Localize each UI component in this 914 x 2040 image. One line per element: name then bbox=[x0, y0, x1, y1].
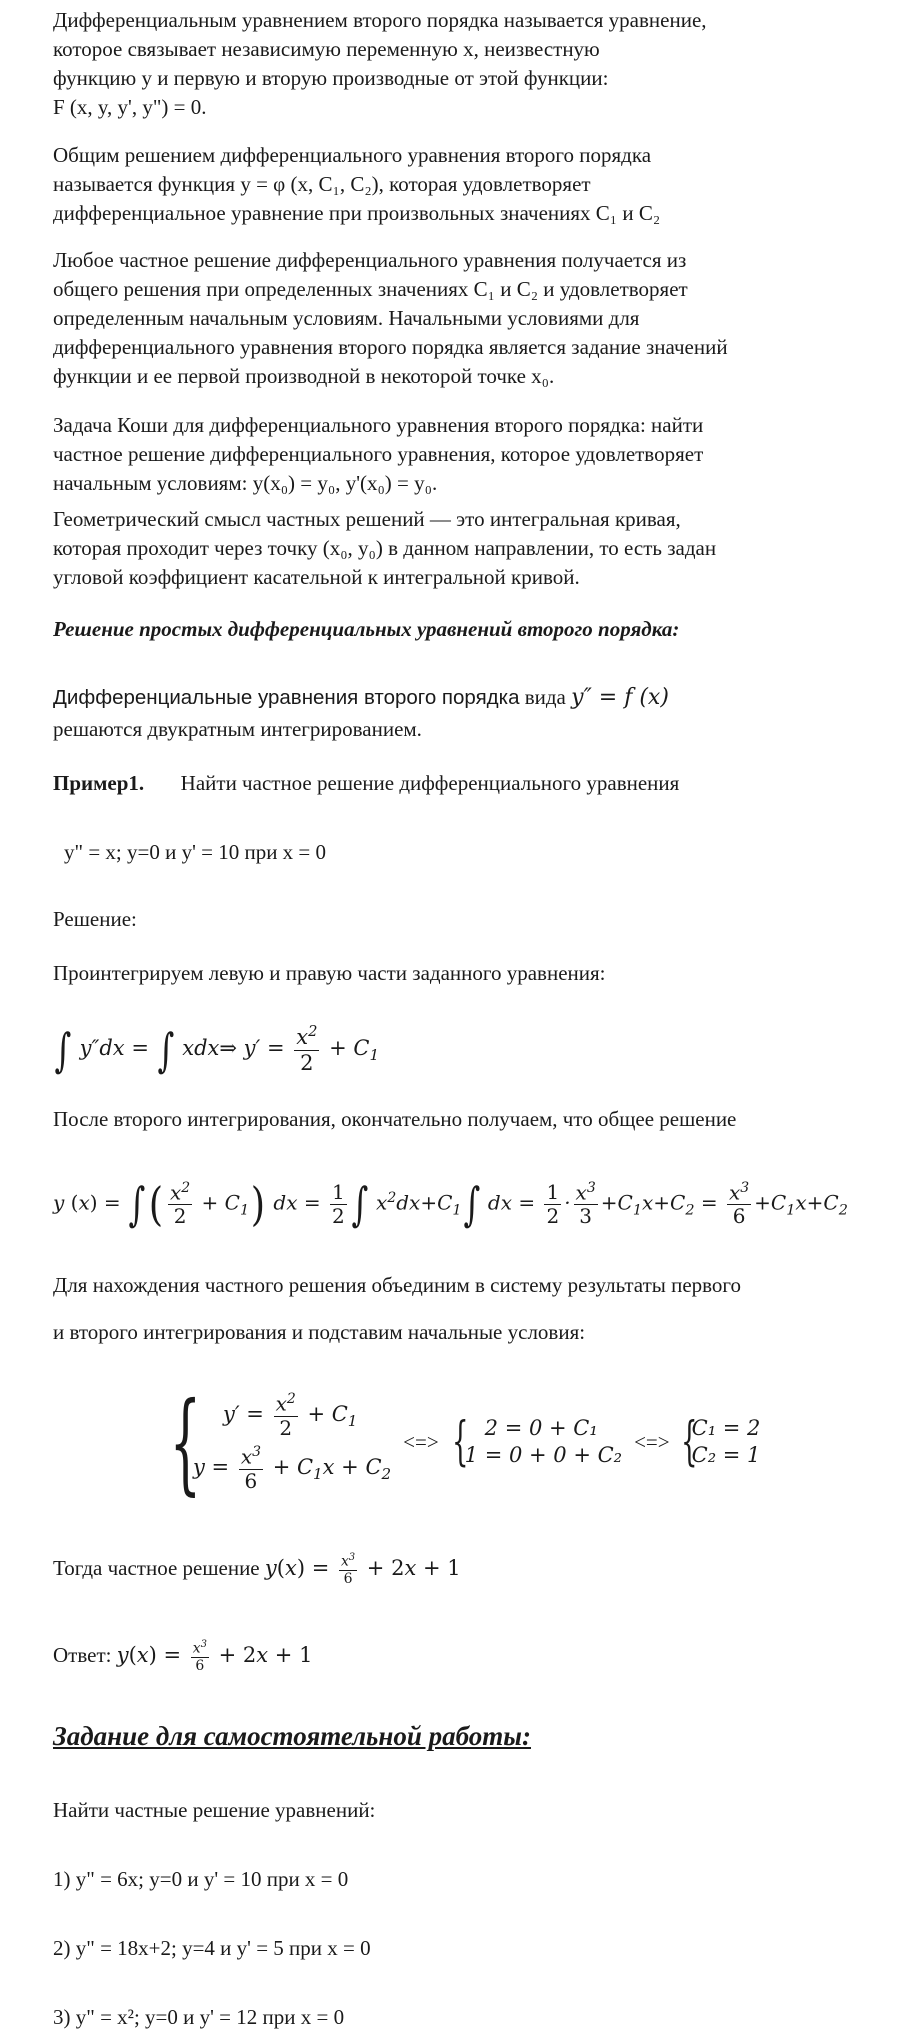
task-item: 2) y" = 18x+2; y=4 и y' = 5 при x = 0 bbox=[53, 1936, 371, 1960]
integrate-text: Проинтегрируем левую и правую части заданного уравнения: bbox=[53, 961, 606, 985]
then-text: Тогда частное решение bbox=[53, 1556, 260, 1580]
intro-line2: решаются двукратным интегрированием. bbox=[53, 717, 422, 741]
text-line: функцию y и первую и вторую производные от этой функции: bbox=[53, 66, 609, 90]
text-line: общего решения при определенных значениях C₁ и C₂ и удовлетворяет bbox=[53, 277, 688, 301]
left-brace: { bbox=[169, 1378, 202, 1506]
definition-paragraph bbox=[53, 6, 707, 122]
example-equation: y" = x; y=0 и y' = 10 при x = 0 bbox=[64, 840, 327, 864]
equivalence-sign: <=> bbox=[403, 1429, 439, 1454]
middle-brace: { bbox=[451, 1412, 469, 1472]
text-line: называется функция y = φ (x, C₁, C₂), которая удовлетворяет bbox=[53, 172, 591, 196]
example-heading bbox=[53, 769, 679, 798]
first-integration-formula: ∫ y″dx = ∫ xdx⇒ y′ = $\frac{x^2}{2}$ + $C_1$ bbox=[54, 1022, 380, 1077]
right-system bbox=[692, 1415, 761, 1469]
answer-label: Ответ: bbox=[53, 1643, 112, 1667]
text-line: Дифференциальным уравнением второго порядка называется уравнение, bbox=[53, 8, 707, 32]
right-brace: { bbox=[680, 1412, 698, 1472]
general-solution-formula: y (x) = ∫( $\frac{x^2}{2}$ + $C_1$) dx = $\frac{1}{2}$ ∫ $x^2dx+C_1\int$ dx = $\frac{1}{2}$ · $\frac{x^3}{3}$ $+C_1x+C_2$ = $\frac{x^3}{6}$ $+C_1x+C_2$ bbox=[53, 1177, 848, 1232]
intro-formula: y″ = f (x) bbox=[571, 685, 669, 710]
then-solution: Тогда частное решение y(x) = $\frac{x^3}{6}$ + 2x + 1 bbox=[53, 1552, 461, 1587]
example-task: Найти частное решение дифференциального уравнения bbox=[180, 771, 680, 795]
equivalence-sign-2: <=> bbox=[634, 1429, 670, 1454]
system-text-2: и второго интегрирования и подставим начальные условия: bbox=[53, 1320, 586, 1344]
mid-row-1: 2 = 0 + C₁ bbox=[484, 1416, 598, 1440]
text-line: которая проходит через точку (x₀, y₀) в данном направлении, то есть задан bbox=[53, 536, 717, 560]
text-line: определенным начальным условиям. Начальными условиями для bbox=[53, 306, 640, 330]
intro-text: Дифференциальные уравнения второго порядка bbox=[53, 686, 520, 709]
geometric-paragraph bbox=[53, 505, 716, 592]
text-line: угловой коэффициент касательной к интегральной кривой. bbox=[53, 565, 580, 589]
text-line: Задача Коши для дифференциального уравнения второго порядка: найти bbox=[53, 413, 704, 437]
text-line: частное решение дифференциального уравнения, которое удовлетворяет bbox=[53, 442, 704, 466]
system-text-1: Для нахождения частного решения объединим в систему результаты первого bbox=[53, 1273, 742, 1297]
text-line: функции и ее первой производной в некоторой точке x₀. bbox=[53, 364, 555, 388]
task-intro: Найти частные решение уравнений: bbox=[53, 1798, 376, 1822]
particular-solution-paragraph bbox=[53, 246, 728, 391]
text-line: начальным условиям: y(x₀) = y₀, y'(x₀) = y₀. bbox=[53, 471, 438, 495]
section-title: Решение простых дифференциальных уравнений второго порядка: bbox=[53, 617, 680, 641]
text-line: которое связывает независимую переменную x, неизвестную bbox=[53, 37, 600, 61]
text-line: Общим решением дифференциального уравнения второго порядка bbox=[53, 143, 652, 167]
text-line: Геометрический смысл частных решений — это интегральная кривая, bbox=[53, 507, 681, 531]
right-row-2: C₂ = 1 bbox=[691, 1443, 761, 1467]
text-line: дифференциального уравнения второго порядка является задание значений bbox=[53, 335, 728, 359]
task-header: Задание для самостоятельной работы: bbox=[53, 1721, 531, 1751]
task-item: 3) y" = x²; y=0 и y' = 12 при x = 0 bbox=[53, 2005, 345, 2029]
general-solution-paragraph bbox=[53, 141, 660, 228]
intro-vida: вида bbox=[524, 685, 566, 709]
text-line: дифференциальное уравнение при произвольных значениях C₁ и C₂ bbox=[53, 201, 661, 225]
task-item: 1) y" = 6x; y=0 и y' = 10 при x = 0 bbox=[53, 1867, 349, 1891]
solution-label: Решение: bbox=[53, 907, 137, 931]
left-system: y′ = $\frac{x^2}{2}$ + $C_1$ y = $\frac{x^3}{6}$ + $C_1x + C_2$ bbox=[193, 1391, 392, 1493]
text-line: Любое частное решение дифференциального уравнения получается из bbox=[53, 248, 687, 272]
cauchy-paragraph bbox=[53, 411, 703, 498]
text-line: F (x, y, y', y") = 0. bbox=[53, 95, 207, 119]
answer: Ответ: y(x) = $\frac{x^3}{6}$ + 2x + 1 bbox=[53, 1639, 313, 1674]
right-row-1: C₁ = 2 bbox=[691, 1416, 761, 1440]
middle-system bbox=[465, 1415, 622, 1469]
second-integration-text: После второго интегрирования, окончательно получаем, что общее решение bbox=[53, 1107, 737, 1131]
example-label: Пример1. bbox=[53, 771, 145, 795]
equation-system bbox=[163, 1377, 760, 1507]
mid-row-2: 1 = 0 + 0 + C₂ bbox=[464, 1443, 623, 1467]
simple-de-intro bbox=[53, 683, 669, 712]
